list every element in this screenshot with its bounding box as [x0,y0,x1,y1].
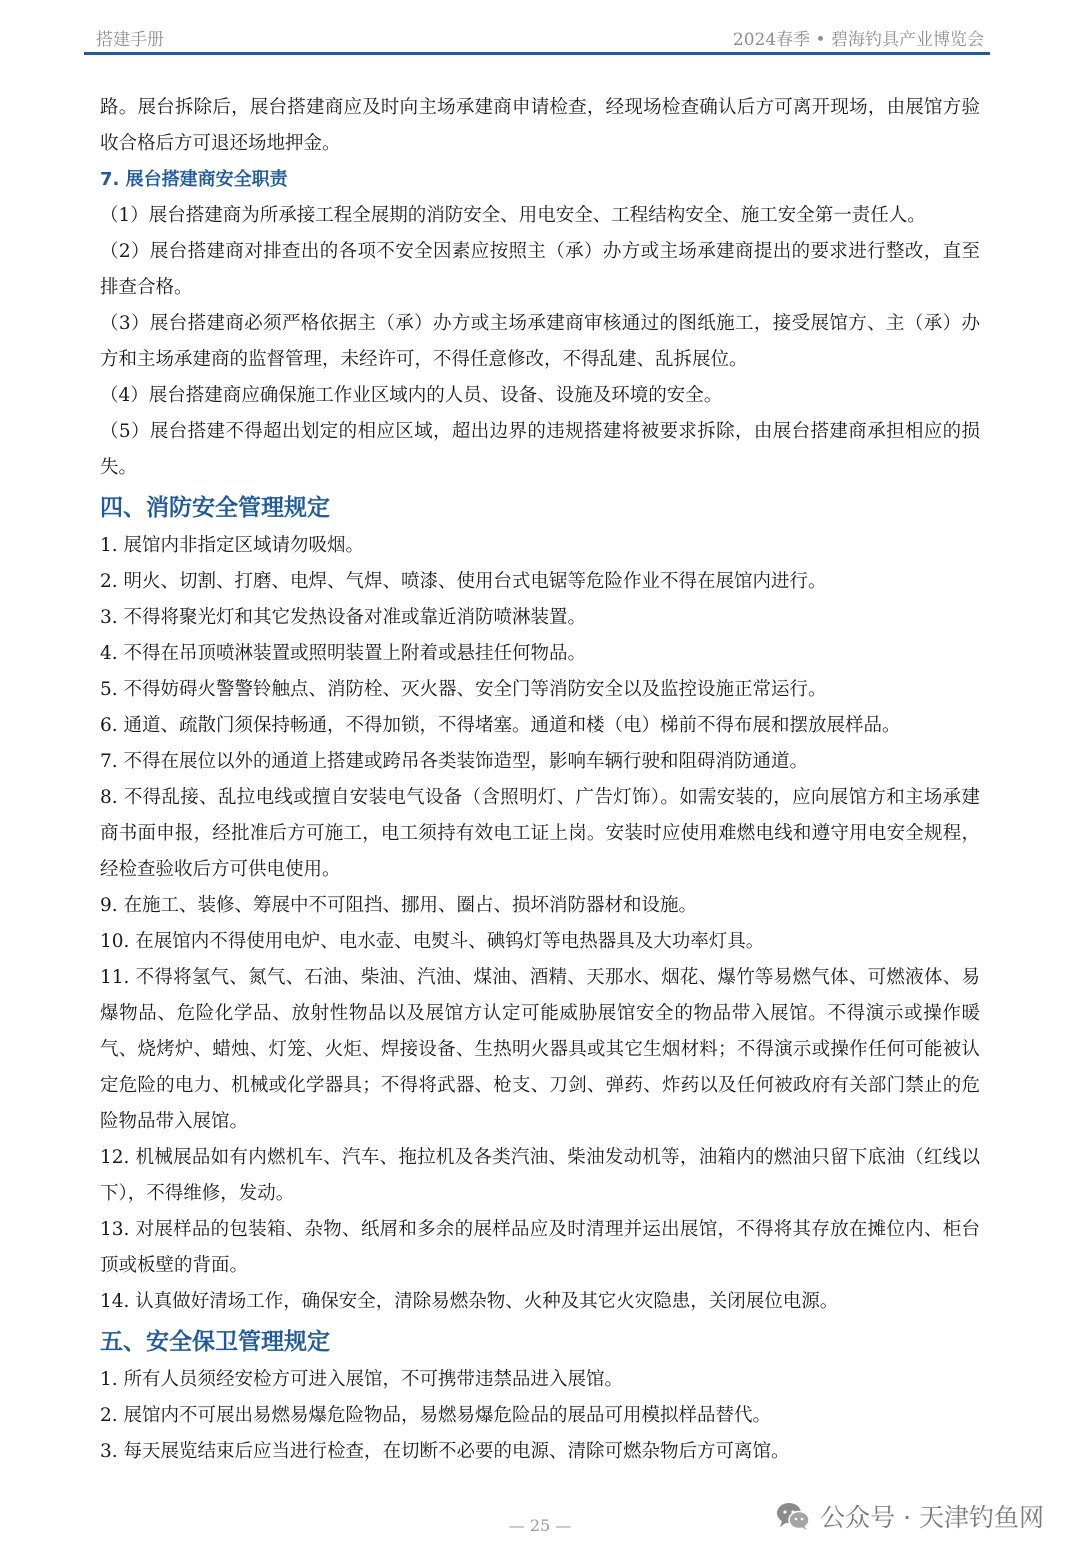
section4-item: 2. 明火、切割、打磨、电焊、气焊、喷漆、使用台式电锯等危险作业不得在展馆内进行。 [100,571,827,592]
page-header [96,22,984,52]
section5-item: 3. 每天展览结束后应当进行检查，在切断不必要的电源、清除可燃杂物后方可离馆。 [100,1441,790,1462]
section4-item: 14. 认真做好清场工作，确保安全，清除易燃杂物、火种及其它火灾隐患，关闭展位电源。 [100,1291,839,1312]
header-left-title: 搭建手册 [96,29,164,50]
document-body [100,90,980,1470]
sub7-item: （1）展台搭建商为所承接工程全展期的消防安全、用电安全、工程结构安全、施工安全第一责任人。 [100,205,926,226]
section4-item: 12. 机械展品如有内燃机车、汽车、拖拉机及各类汽油、柴油发动机等，油箱内的燃油只留下底油（红线以下），不得维修，发动。 [100,1147,980,1204]
section4-item: 10. 在展馆内不得使用电炉、电水壶、电熨斗、碘钨灯等电热器具及大功率灯具。 [100,931,765,952]
section-5-title: 五、安全保卫管理规定 [100,1329,330,1355]
header-divider [84,52,990,55]
watermark-text: 公众号 · 天津钓鱼网 [820,1503,1044,1532]
wechat-icon [776,1501,810,1531]
section4-item: 13. 对展样品的包装箱、杂物、纸屑和多余的展样品应及时清理并运出展馆，不得将其存放在摊位内、柜台顶或板壁的背面。 [100,1219,980,1276]
intro-paragraph: 路。展台拆除后，展台搭建商应及时向主场承建商申请检查，经现场检查确认后方可离开现场，由展馆方验收合格后方可退还场地押金。 [100,97,980,154]
section4-item: 8. 不得乱接、乱拉电线或擅自安装电气设备（含照明灯、广告灯饰）。如需安装的，应向展馆方和主场承建商书面申报，经批准后方可施工，电工须持有效电工证上岗。安装时应使用难燃电线和遵守用电安全规程，经检查验收后方可供电使用。 [100,787,980,880]
section5-item: 1. 所有人员须经安检方可进入展馆，不可携带违禁品进入展馆。 [100,1369,624,1390]
sub7-item: （4）展台搭建商应确保施工作业区域内的人员、设备、设施及环境的安全。 [100,385,723,406]
header-right-title: 2024春季 • 碧海钓具产业博览会 [732,29,984,50]
sub7-item: （5）展台搭建不得超出划定的相应区域，超出边界的违规搭建将被要求拆除，由展台搭建商承担相应的损失。 [100,421,980,478]
section4-item: 4. 不得在吊顶喷淋装置或照明装置上附着或悬挂任何物品。 [100,643,587,664]
section4-item: 7. 不得在展位以外的通道上搭建或跨吊各类装饰造型，影响车辆行驶和阻碍消防通道。 [100,751,809,772]
section4-item: 5. 不得妨碍火警警铃触点、消防栓、灭火器、安全门等消防安全以及监控设施正常运行。 [100,679,827,700]
section-4-title: 四、消防安全管理规定 [100,495,330,521]
page-number: — 25 — [508,1516,572,1535]
sub7-item: （3）展台搭建商必须严格依据主（承）办方或主场承建商审核通过的图纸施工，接受展馆方、主（承）办方和主场承建商的监督管理，未经许可，不得任意修改，不得乱建、乱拆展位。 [100,313,980,370]
section4-item: 11. 不得将氢气、氮气、石油、柴油、汽油、煤油、酒精、天那水、烟花、爆竹等易燃气体、可燃液体、易爆物品、危险化学品、放射性物品以及展馆方认定可能威胁展馆安全的物品带入展馆。不得演示或操作暖气、烧烤炉、蜡烛、灯笼、火炬、焊接设备、生热明火器具或其它生烟材料；不得演示或操作任何可能被认定危险的电力、机械或化学器具；不得将武器、枪支、刀剑、弹药、炸药以及任何被政府有关部门禁止的危险物品带入展馆。 [100,967,980,1132]
subsection-7-title: 7. 展台搭建商安全职责 [100,169,288,190]
section4-item: 9. 在施工、装修、筹展中不可阻挡、挪用、圈占、损坏消防器材和设施。 [100,895,698,916]
wechat-watermark [776,1498,1044,1534]
section5-item: 2. 展馆内不可展出易燃易爆危险物品，易燃易爆危险品的展品可用模拟样品替代。 [100,1405,772,1426]
section4-item: 3. 不得将聚光灯和其它发热设备对准或靠近消防喷淋装置。 [100,607,587,628]
section4-item: 6. 通道、疏散门须保持畅通，不得加锁，不得堵塞。通道和楼（电）梯前不得布展和摆放展样品。 [100,715,901,736]
section4-item: 1. 展馆内非指定区域请勿吸烟。 [100,535,365,556]
sub7-item: （2）展台搭建商对排查出的各项不安全因素应按照主（承）办方或主场承建商提出的要求进行整改，直至排查合格。 [100,241,980,298]
